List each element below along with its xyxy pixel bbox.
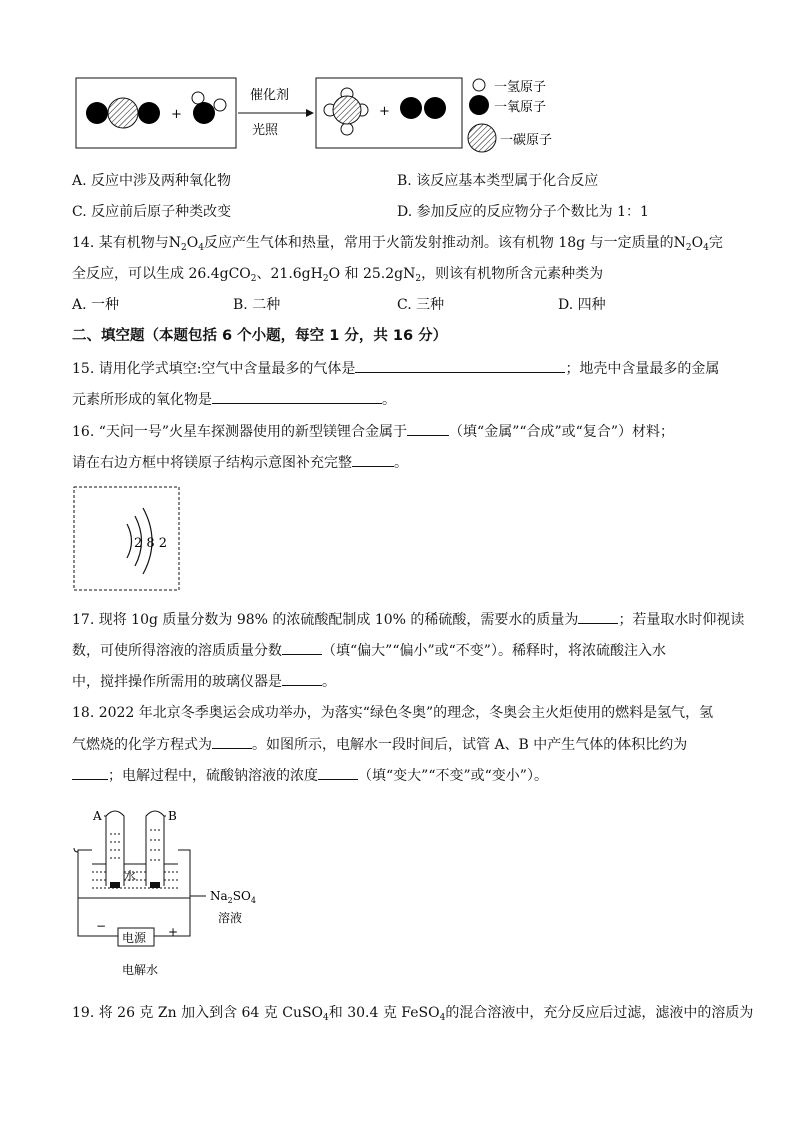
tube-a-label: A bbox=[93, 809, 102, 823]
condition-label: 光照 bbox=[252, 123, 279, 138]
question-18-line3: ；电解过程中，硫酸钠溶液的浓度 （填“变大”“不变”或“变小”）。 bbox=[72, 765, 548, 786]
question-18-line1: 18. 2022 年北京冬季奥运会成功举办，为落实“绿色冬奥”的理念，冬奥会主火炬使用的燃料是氢气，氢 bbox=[72, 705, 714, 721]
question-15-line2: 元素所形成的氧化物是 。 bbox=[72, 389, 396, 410]
figure-caption: 电解水 bbox=[122, 963, 159, 977]
question-14-line1: 14. 某有机物与$N_2O_4$反应产生气体和热量，常用于火箭发射推动剂。该有机物 18g 与一定质量的$N_2O_4$完 bbox=[72, 235, 723, 253]
water-label: 水 bbox=[124, 869, 137, 883]
question-14-line2: 全反应，可以生成 26.4gCO$_2$、$21.6gH_2O$ 和 $25.2gN_2$，则该有机物所含元素种类为 bbox=[72, 266, 604, 284]
oxygen-atom-icon bbox=[86, 102, 108, 124]
option-b: B. 该反应基本类型属于化合反应 bbox=[397, 173, 599, 189]
electron-counts: 2 8 2 bbox=[134, 536, 168, 551]
answer-blank[interactable] bbox=[282, 640, 322, 655]
positive-terminal: + bbox=[168, 925, 179, 939]
solution-label: $Na_2SO_4$ bbox=[210, 889, 256, 905]
carbon-atom-icon bbox=[108, 98, 138, 128]
q14-option-b: B. 二种 bbox=[233, 297, 281, 313]
question-16-line2: 请在右边方框中将镁原子结构示意图补充完整 。 bbox=[72, 452, 408, 473]
question-17-line3: 中，搅拌操作所需用的玻璃仪器是 。 bbox=[72, 671, 336, 692]
question-16-line1: 16. “天问一号”火星车探测器使用的新型镁锂合金属于 （填“金属”“合成”或“复合”）材料； bbox=[72, 421, 674, 442]
q14-option-c: C. 三种 bbox=[397, 297, 445, 313]
answer-blank[interactable] bbox=[72, 765, 108, 780]
oxygen-atom-icon bbox=[424, 97, 446, 119]
answer-blank[interactable] bbox=[407, 421, 449, 436]
answer-blank[interactable] bbox=[355, 358, 565, 373]
question-17-line1: 17. 现将 10g 质量分数为 98% 的浓硫酸配制成 10% 的稀硫酸，需要水的质量为 ；若量取水时仰视读 bbox=[72, 609, 744, 630]
legend-oxygen-label: 一氧原子 bbox=[494, 100, 547, 115]
electrode bbox=[150, 882, 160, 888]
arrow-head-icon bbox=[306, 109, 314, 117]
q14-option-a: A. 一种 bbox=[72, 297, 120, 313]
oxygen-atom-icon bbox=[193, 102, 215, 124]
answer-blank[interactable] bbox=[318, 765, 358, 780]
electrode bbox=[110, 882, 120, 888]
legend-carbon-icon bbox=[468, 124, 496, 152]
q14-option-d: D. 四种 bbox=[558, 297, 606, 313]
magnesium-atom-diagram[interactable] bbox=[73, 486, 181, 592]
question-19-line1: 19. 将 26 克 Zn 加入到含 64 克 CuSO$_4$和 30.4 克 FeSO$_4$的混合溶液中，充分反应后过滤，滤液中的溶质为 bbox=[72, 1005, 754, 1023]
negative-terminal: − bbox=[96, 919, 107, 933]
test-tube-a bbox=[106, 811, 124, 886]
electrolysis-apparatus bbox=[70, 800, 290, 990]
option-c: C. 反应前后原子种类改变 bbox=[72, 204, 232, 220]
power-label: 电源 bbox=[122, 931, 147, 945]
legend-hydrogen-label: 一氢原子 bbox=[494, 80, 547, 95]
hydrogen-atom-icon bbox=[214, 99, 226, 111]
legend-carbon-label: 一碳原子 bbox=[500, 133, 553, 148]
option-d: D. 参加反应的反应物分子个数比为 1：1 bbox=[397, 204, 649, 220]
answer-blank[interactable] bbox=[212, 734, 252, 749]
oxygen-atom-icon bbox=[400, 97, 422, 119]
legend-hydrogen-icon bbox=[473, 79, 485, 91]
answer-blank[interactable] bbox=[212, 389, 382, 404]
question-18-line2: 气燃烧的化学方程式为 。如图所示，电解水一段时间后，试管 A、B 中产生气体的体积比约为 bbox=[72, 734, 687, 755]
reaction-diagram bbox=[60, 72, 600, 162]
option-a: A. 反应中涉及两种氧化物 bbox=[72, 173, 232, 189]
tube-b-label: B bbox=[168, 809, 177, 823]
plus-sign: + bbox=[171, 107, 182, 122]
answer-blank[interactable] bbox=[578, 609, 618, 624]
answer-blank[interactable] bbox=[282, 671, 322, 686]
electron-shell bbox=[127, 524, 132, 558]
test-tube-b bbox=[146, 811, 164, 886]
question-17-line2: 数，可使所得溶液的溶质质量分数 （填“偏大”“偏小”或“不变”）。稀释时，将浓硫酸注入水 bbox=[72, 640, 666, 661]
carbon-atom-icon bbox=[333, 96, 361, 124]
catalyst-label: 催化剂 bbox=[250, 88, 290, 103]
plus-sign: + bbox=[379, 104, 390, 119]
hydrogen-atom-icon bbox=[341, 123, 353, 135]
oxygen-atom-icon bbox=[138, 102, 160, 124]
legend-oxygen-icon bbox=[469, 95, 489, 115]
solution-label-2: 溶液 bbox=[218, 911, 243, 925]
section-title: 二、填空题（本题包括 6 个小题，每空 1 分，共 16 分） bbox=[72, 328, 448, 344]
answer-blank[interactable] bbox=[352, 452, 394, 467]
question-15-line1: 15. 请用化学式填空:空气中含量最多的气体是 ；地壳中含量最多的金属 bbox=[72, 358, 719, 379]
